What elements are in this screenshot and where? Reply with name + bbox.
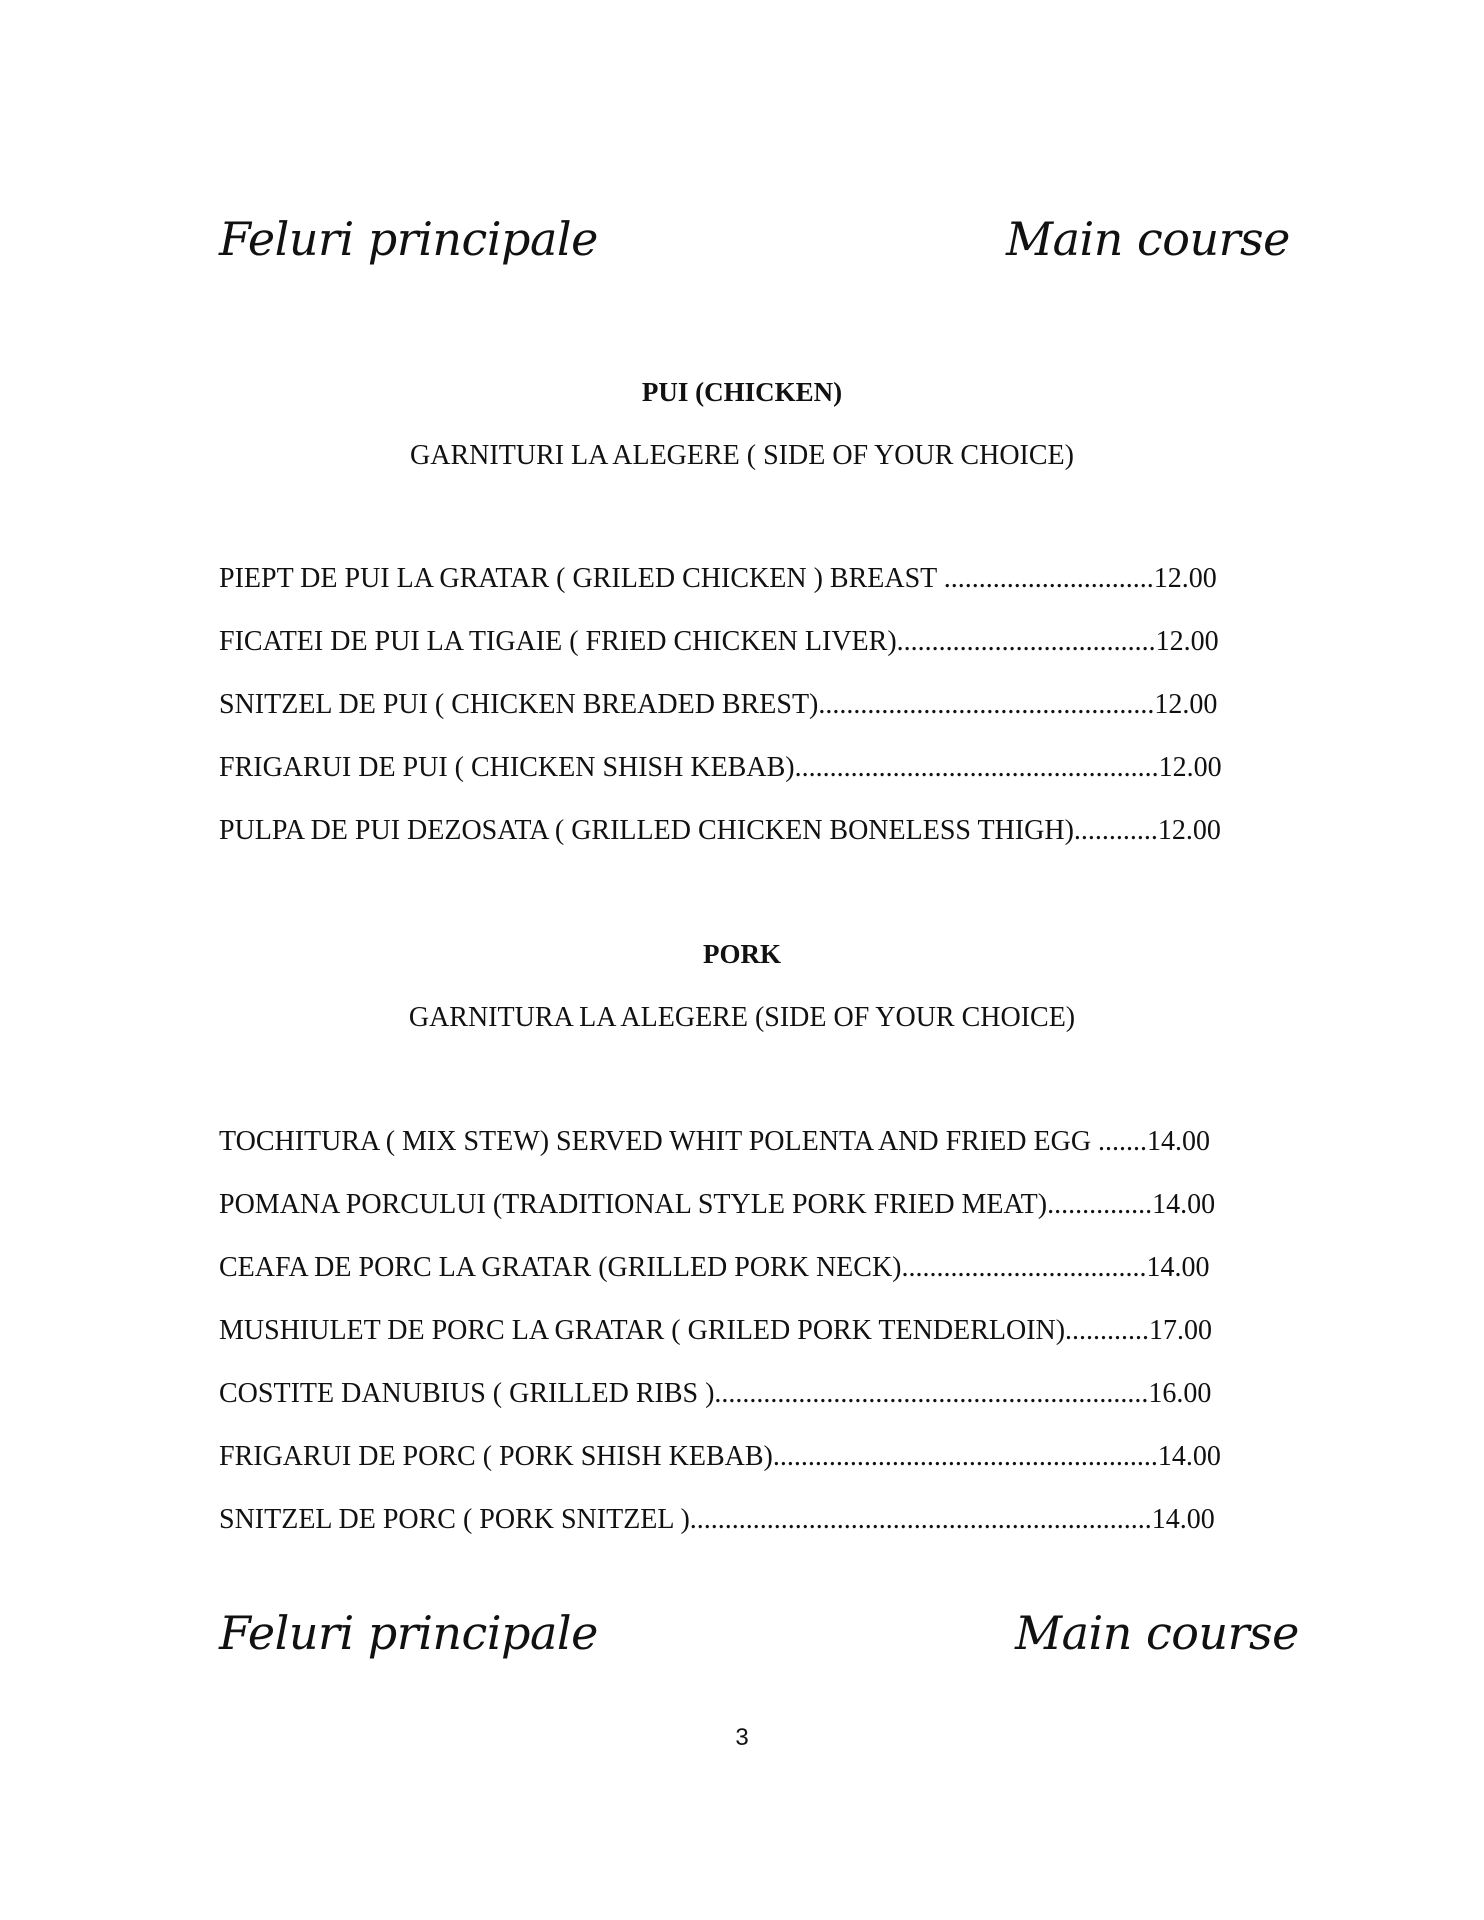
section-subtitle-pork: GARNITURA LA ALEGERE (SIDE OF YOUR CHOICE) bbox=[408, 1002, 1076, 1033]
menu-item: PIEPT DE PUI LA GRATAR ( GRILED CHICKEN ) BREAST ..............................12.00 bbox=[219, 563, 1217, 594]
section-title-chicken: PUI (CHICKEN) bbox=[641, 377, 843, 407]
menu-item: MUSHIULET DE PORC LA GRATAR ( GRILED PORK TENDERLOIN)............17.00 bbox=[219, 1315, 1213, 1346]
menu-item: TOCHITURA ( MIX STEW) SERVED WHIT POLENTA AND FRIED EGG .......14.00 bbox=[219, 1126, 1211, 1157]
header-top-right: Main course bbox=[1006, 212, 1290, 266]
menu-item: SNITZEL DE PUI ( CHICKEN BREADED BREST)................................................12.00 bbox=[219, 689, 1218, 720]
header-bottom-left: Feluri principale bbox=[219, 1606, 598, 1660]
page-number: 3 bbox=[735, 1724, 749, 1751]
header-top-left: Feluri principale bbox=[219, 212, 598, 266]
menu-item: POMANA PORCULUI (TRADITIONAL STYLE PORK FRIED MEAT)...............14.00 bbox=[219, 1189, 1216, 1220]
header-bottom-right: Main course bbox=[1015, 1606, 1299, 1660]
menu-item: PULPA DE PUI DEZOSATA ( GRILLED CHICKEN BONELESS THIGH)............12.00 bbox=[219, 815, 1221, 846]
menu-item: FRIGARUI DE PORC ( PORK SHISH KEBAB).......................................................14.00 bbox=[219, 1441, 1221, 1472]
menu-item: CEAFA DE PORC LA GRATAR (GRILLED PORK NECK)...................................14.00 bbox=[219, 1252, 1210, 1283]
menu-item: COSTITE DANUBIUS ( GRILLED RIBS )..............................................................16.00 bbox=[219, 1378, 1212, 1409]
menu-item: FRIGARUI DE PUI ( CHICKEN SHISH KEBAB)....................................................12.00 bbox=[219, 752, 1222, 783]
menu-item: FICATEI DE PUI LA TIGAIE ( FRIED CHICKEN LIVER).....................................12.00 bbox=[219, 626, 1219, 657]
menu-item: SNITZEL DE PORC ( PORK SNITZEL )..................................................................14.00 bbox=[219, 1504, 1215, 1535]
section-title-pork: PORK bbox=[703, 939, 781, 969]
section-subtitle-chicken: GARNITURI LA ALEGERE ( SIDE OF YOUR CHOICE) bbox=[410, 440, 1074, 471]
